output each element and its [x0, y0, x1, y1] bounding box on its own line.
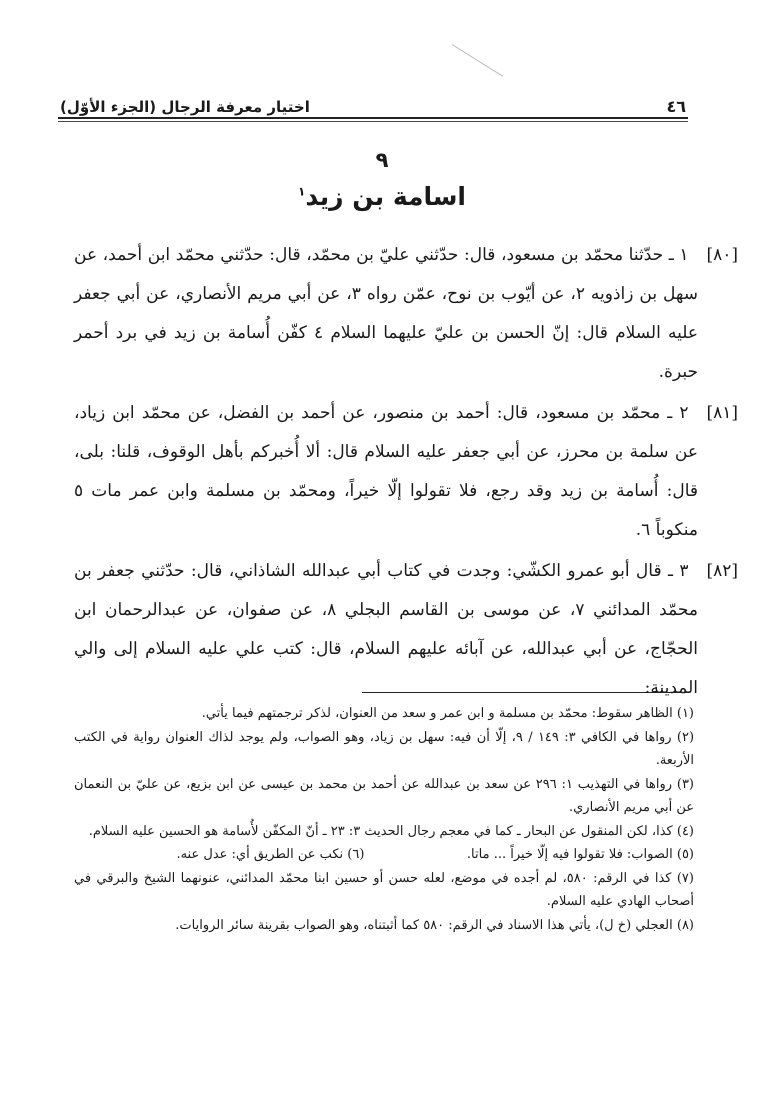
footnote-row — [74, 843, 694, 867]
footnote-separator — [362, 692, 688, 693]
section-number: ٩ — [375, 148, 389, 172]
main-text — [74, 236, 738, 710]
header-rule — [58, 117, 688, 119]
footnotes — [74, 702, 694, 937]
footnote: (٦) نكب عن الطريق أي: عدل عنه. — [176, 847, 365, 862]
page-number: ٤٦ — [666, 97, 686, 116]
paragraph-ref: [٨١] — [706, 403, 738, 423]
footnote: (٨) العجلي (خ ل)، يأتي هذا الاسناد في الرقم: ٥٨٠ كما أثبتناه، وهو الصواب بقرينة سائر الروايات. — [175, 917, 694, 933]
paragraph-text: ٣ ـ قال أبو عمرو الكشّي: وجدت في كتاب أبي عبدالله الشاذاني، قال: حدّثني جعفر بن محمّد المدائني ٧، عن موسى بن القاسم البجلي ٨، عن صفوان، عن عبدالرحمان ابن الحجّاج، عن أبي عبدالله، عن آبائه عليهم السلام، قال: كتب علي عليه السلام إلى والي المدينة: — [74, 561, 699, 698]
section-title: اسامة بن زيد$^١$ — [297, 182, 467, 211]
footnote: (٣) رواها في التهذيب ١: ٢٩٦ عن سعد بن عبدالله عن أحمد بن محمد بن عيسى عن ابن بزيع، عن عليّ بن النعمان عن أبي مريم الأنصاري. — [74, 776, 694, 815]
paragraph — [74, 394, 738, 550]
paragraph-ref: [٨٢] — [706, 561, 738, 581]
footnote: (١) الظاهر سقوط: محمّد بن مسلمة و ابن عمر و سعد من العنوان، لذكر ترجمتهم فيما يأتي. — [201, 706, 694, 721]
page-header — [60, 86, 686, 116]
paragraph-text: ١ ـ حدّثنا محمّد بن مسعود، قال: حدّثني عليّ بن محمّد، قال: حدّثني محمّد ابن أحمد، عن سهل بن زاذويه ٢، عن أيّوب بن نوح، عمّن رواه ٣، عن أبي مريم الأنصاري، عن أبي جعفر عليه السلام قال: إنّ الحسن بن عليّ عليهما السلام ٤ كفّن أُسامة بن زيد في برد أحمر حبرة. — [74, 245, 698, 382]
paragraph — [74, 552, 738, 708]
footnote: (٤) كذا، لكن المنقول عن البحار ـ كما في معجم رجال الحديث ٣: ٢٣ ـ أنّ المكفّن لأُسامة هو الحسين عليه السلام. — [88, 823, 694, 839]
footnote: (٧) كذا في الرقم: ٥٨٠، لم أجده في موضع، لعله حسن أو حسين ابنا محمّد المدائني، عنونهما الشيخ والبرقي في أصحاب الهادي عليه السلام. — [74, 870, 694, 909]
header-rule-thin — [58, 121, 688, 122]
running-title: اختيار معرفة الرجال (الجزء الأوّل) — [60, 98, 310, 116]
corner-fold-mark — [452, 44, 503, 77]
footnote: (٢) رواها في الكافي ٣: ١٤٩ / ٩، إلّا أن فيه: سهل بن زياد، وهو الصواب، ولم يوجد لذاك العنوان رواية في الكتب الأربعة. — [74, 729, 695, 768]
footnote: (٥) الصواب: فلا تقولوا فيه إلّا خيراً ... ماتا. — [466, 847, 694, 862]
paragraph-ref: [٨٠] — [706, 245, 738, 265]
paragraph — [74, 236, 738, 392]
paragraph-text: ٢ ـ محمّد بن مسعود، قال: أحمد بن منصور، عن أحمد بن الفضل، عن محمّد ابن زياد، عن سلمة بن محرز، عن أبي جعفر عليه السلام قال: ألا أُخبركم بأهل الوقوف، قلنا: بلى، قال: أُسامة بن زيد وقد رجع، فلا تقولوا إلّا خيراً، ومحمّد بن مسلمة وابن عمر مات ٥ منكوباً ٦. — [74, 403, 698, 540]
